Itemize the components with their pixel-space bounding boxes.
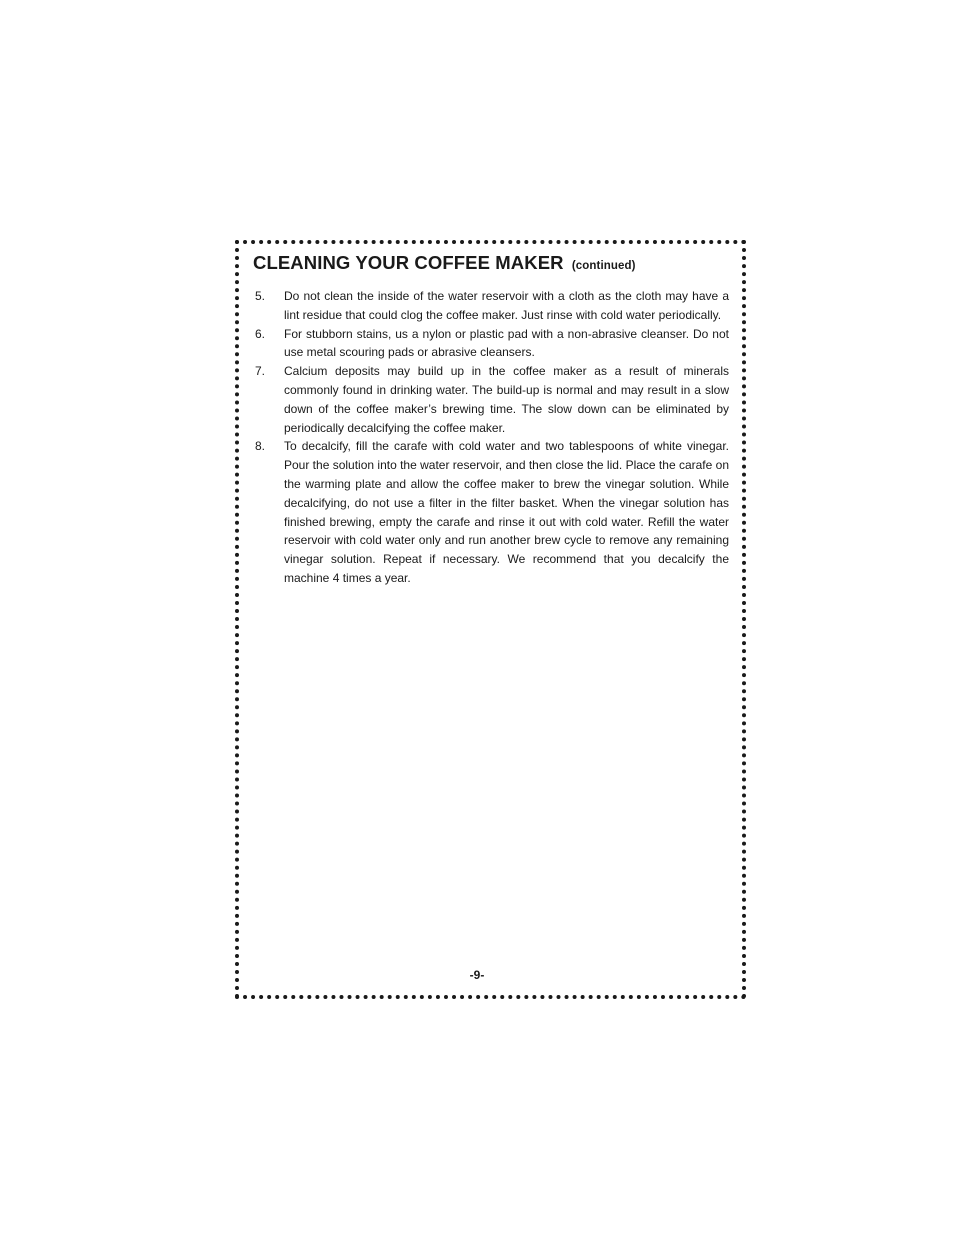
section-subtitle: (continued): [571, 260, 636, 272]
step-number: 6.: [255, 326, 266, 341]
step-text: For stubborn stains, us a nylon or plastic pad with a non-abrasive cleanser. Do not use metal scouring pads or abrasive cleansers.: [284, 326, 729, 360]
step-number: 7.: [255, 364, 266, 379]
step-text: Calcium deposits may build up in the coffee maker as a result of minerals commonly found in drinking water. The build-up is normal and may result in a slow down of the coffee maker’s brewing time. The slow down can be eliminated by periodically decalcifying the coffee maker.: [284, 364, 729, 435]
cleaning-steps-list: [255, 287, 729, 588]
step-5: [255, 287, 729, 325]
step-number: 5.: [255, 289, 266, 303]
section-title: CLEANING YOUR COFFEE MAKER: [253, 252, 564, 273]
section-heading: [253, 252, 636, 274]
step-8: [255, 437, 729, 587]
step-6: [255, 325, 729, 363]
step-text: To decalcify, fill the carafe with cold water and two tablespoons of white vinegar. Pour the solution into the water reservoir, and then close the lid. Place the carafe on the warming plate and allow the coffee maker to brew the vinegar solution. While decalcifying, do not use a filter in the filter basket. When the vinegar solution has finished brewing, empty the carafe and rinse it out with cold water. Refill the water reservoir with cold water only and run another brew cycle to remove any remaining vinegar solution. Repeat if necessary. We recommend that you decalcify the machine 4 times a year.: [284, 439, 729, 585]
step-7: [255, 362, 729, 437]
page-number: -9-: [469, 968, 485, 982]
step-number: 8.: [255, 439, 266, 454]
step-text: Do not clean the inside of the water reservoir with a cloth as the cloth may have a lint residue that could clog the coffee maker. Just rinse with cold water periodically.: [284, 289, 729, 322]
